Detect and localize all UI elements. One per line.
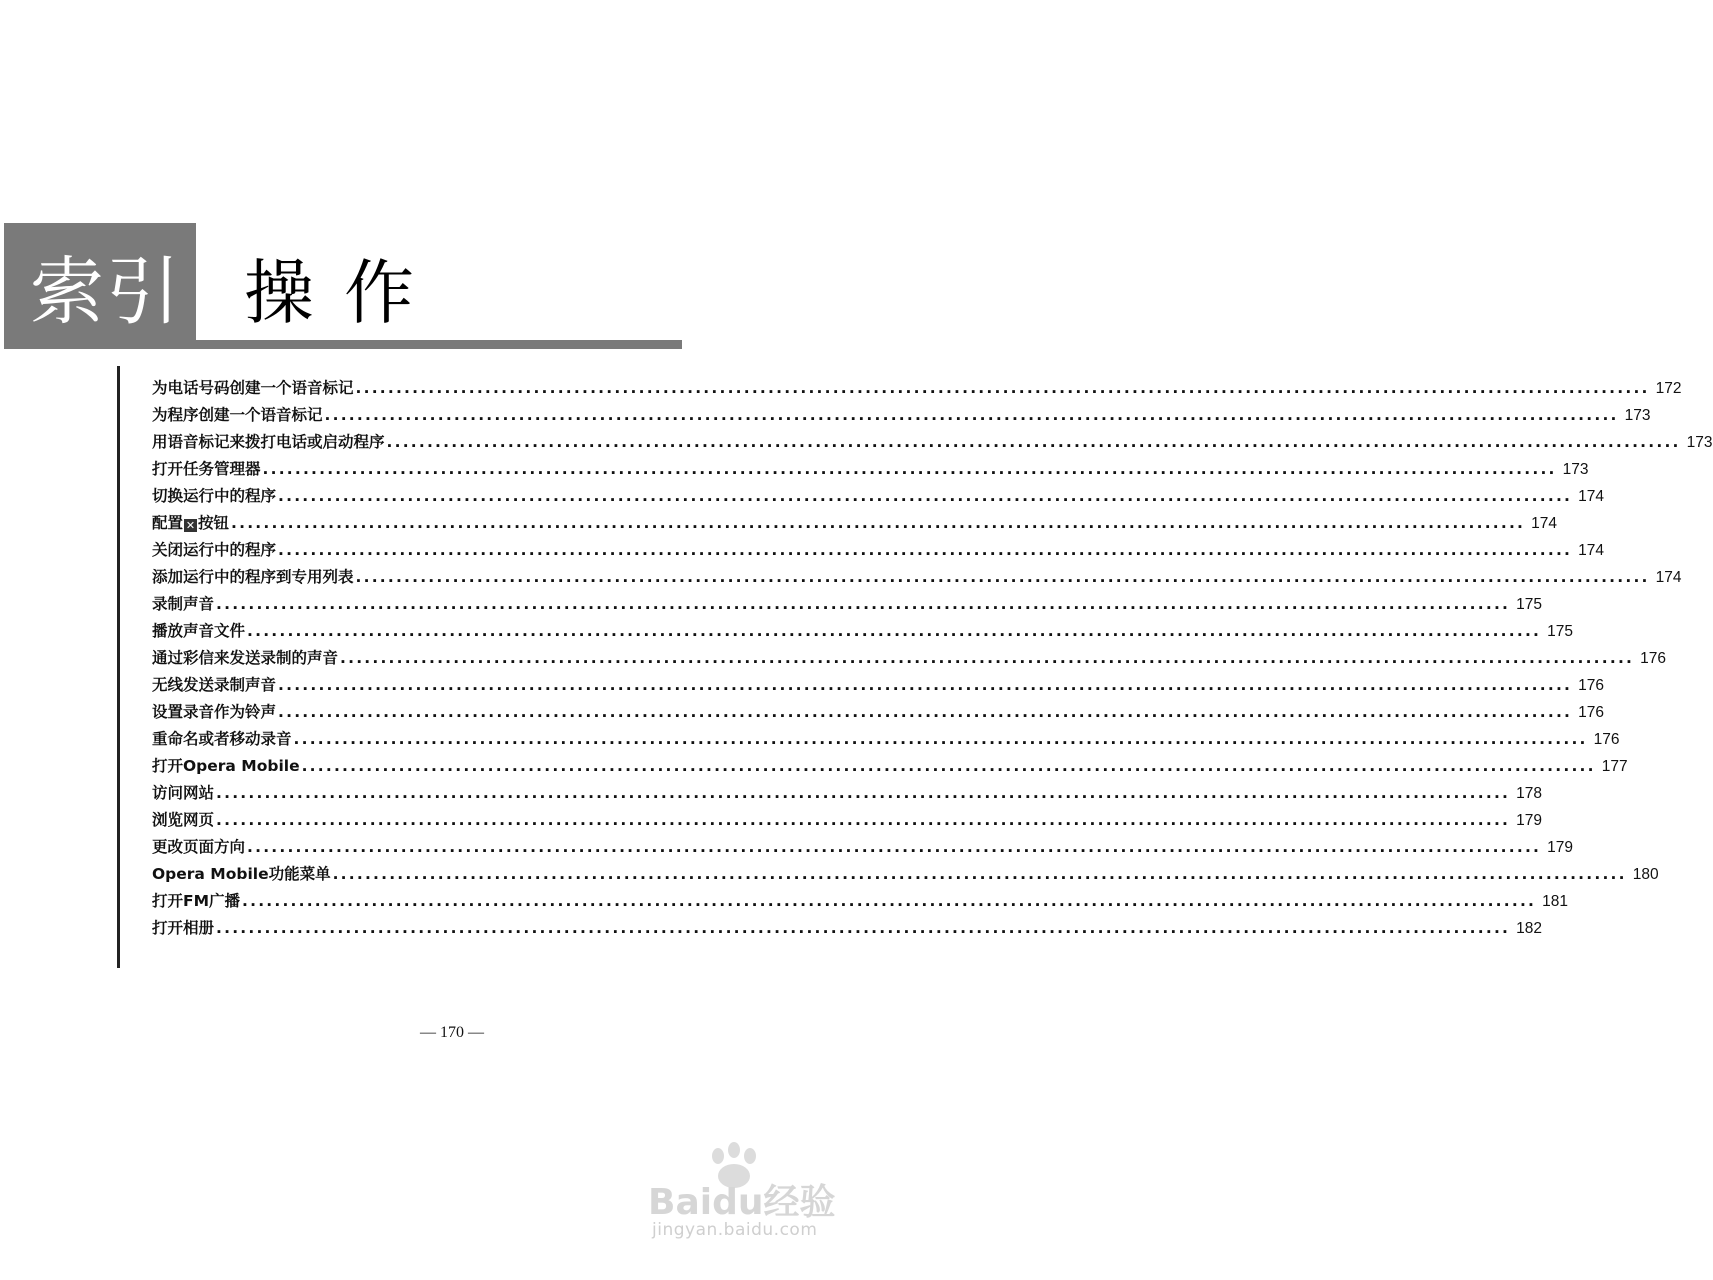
toc-leader-dots: ................................................................................................................................................................ (278, 541, 1573, 559)
toc-entry-page: 176 (1640, 650, 1666, 667)
toc-entry[interactable] (152, 916, 1542, 943)
toc-entry[interactable] (152, 700, 1604, 727)
toc-leader-dots: ................................................................................................................................................................ (355, 379, 1650, 397)
toc-entry[interactable] (152, 727, 1620, 754)
toc-entry-page: 175 (1516, 596, 1542, 613)
toc-leader-dots: ................................................................................................................................................................ (262, 460, 1557, 478)
toc-entry-title: 为电话号码创建一个语音标记 (152, 379, 354, 397)
toc-entry-page: 176 (1578, 677, 1604, 694)
toc-entry-page: 175 (1547, 623, 1573, 640)
toc-leader-dots: ................................................................................................................................................................ (301, 757, 1596, 775)
toc-entry[interactable] (152, 376, 1682, 403)
toc-entry[interactable] (152, 673, 1604, 700)
toc-leader-dots: ................................................................................................................................................................ (216, 784, 1511, 802)
toc-entry-page: 172 (1655, 380, 1682, 397)
toc-entry-title: 更改页面方向 (152, 838, 246, 856)
toc-entry-page: 182 (1516, 920, 1542, 937)
toc-entry[interactable] (152, 484, 1604, 511)
toc-entry-page: 174 (1578, 542, 1604, 559)
toc-entry-page: 176 (1578, 704, 1604, 721)
toc-entry[interactable] (152, 592, 1542, 619)
toc-entry[interactable] (152, 403, 1651, 430)
toc-entry[interactable] (152, 538, 1604, 565)
toc-entry-title: 打开FM广播 (152, 892, 241, 910)
toc-leader-dots: ................................................................................................................................................................ (247, 622, 1542, 640)
toc-entry-page: 173 (1562, 461, 1589, 478)
toc-entry-page: 179 (1547, 839, 1573, 856)
toc-entry[interactable] (152, 619, 1573, 646)
toc-entry[interactable] (152, 808, 1542, 835)
vertical-rule (117, 366, 120, 968)
toc-entry-page: 179 (1516, 812, 1542, 829)
toc-entry-page: 180 (1632, 866, 1659, 883)
toc-entry-title: 切换运行中的程序 (152, 487, 277, 505)
toc-entry-title: 重命名或者移动录音 (152, 730, 292, 748)
toc-leader-dots: ................................................................................................................................................................ (216, 595, 1511, 613)
toc-entry-page: 174 (1531, 515, 1558, 532)
toc-entry-title-after: 按钮 (198, 514, 230, 532)
toc-entry-title: 访问网站 (152, 784, 215, 802)
toc-entry-title: 为程序创建一个语音标记 (152, 406, 323, 424)
toc-entry[interactable] (152, 511, 1558, 538)
toc-entry[interactable] (152, 565, 1682, 592)
toc-entry-page: 181 (1542, 893, 1568, 910)
toc-entry-title-before: 配置 (152, 514, 184, 532)
toc-entry[interactable] (152, 457, 1589, 484)
toc-leader-dots: ................................................................................................................................................................ (247, 838, 1542, 856)
toc-entry-title: 打开相册 (152, 919, 215, 937)
toc-leader-dots: ................................................................................................................................................................ (386, 433, 1681, 451)
toc-leader-dots: ................................................................................................................................................................ (332, 865, 1627, 883)
toc-list (152, 376, 1713, 943)
toc-entry-title: 打开Opera Mobile (152, 757, 300, 775)
toc-entry[interactable] (152, 781, 1542, 808)
baidu-jingyan-watermark (636, 1142, 856, 1252)
toc-entry-page: 173 (1624, 407, 1651, 424)
toc-leader-dots: ................................................................................................................................................................ (355, 568, 1650, 586)
toc-entry-page: 177 (1601, 758, 1628, 775)
toc-leader-dots: ................................................................................................................................................................ (242, 892, 1537, 910)
toc-entry-page: 174 (1655, 569, 1682, 586)
toc-leader-dots: ................................................................................................................................................................ (216, 811, 1511, 829)
toc-entry-title: 通过彩信来发送录制的声音 (152, 649, 339, 667)
toc-entry-title: 播放声音文件 (152, 622, 246, 640)
toc-entry[interactable] (152, 646, 1666, 673)
toc-entry[interactable] (152, 835, 1573, 862)
toc-entry-title: 关闭运行中的程序 (152, 541, 277, 559)
toc-entry-page: 173 (1686, 434, 1713, 451)
toc-leader-dots: ................................................................................................................................................................ (278, 676, 1573, 694)
toc-leader-dots: ................................................................................................................................................................ (324, 406, 1619, 424)
toc-entry-title: 用语音标记来拨打电话或启动程序 (152, 433, 385, 451)
toc-leader-dots: ................................................................................................................................................................ (278, 703, 1573, 721)
toc-entry-title: 无线发送录制声音 (152, 676, 277, 694)
toc-entry-title: 设置录音作为铃声 (152, 703, 277, 721)
watermark-url: jingyan.baidu.com (652, 1220, 818, 1240)
toc-leader-dots: ................................................................................................................................................................ (340, 649, 1635, 667)
toc-entry-title: 录制声音 (152, 595, 215, 613)
toc-entry-page: 178 (1516, 785, 1542, 802)
header-underline (4, 340, 682, 349)
toc-entry-page: 174 (1578, 488, 1604, 505)
toc-leader-dots: ................................................................................................................................................................ (278, 487, 1573, 505)
toc-entry-title: 添加运行中的程序到专用列表 (152, 568, 354, 586)
toc-entry[interactable] (152, 862, 1659, 889)
index-tab-label: 索引 (30, 249, 182, 335)
toc-leader-dots: ................................................................................................................................................................ (216, 919, 1511, 937)
page-number: — 170 — (420, 1024, 484, 1041)
toc-entry[interactable] (152, 889, 1568, 916)
toc-leader-dots: ................................................................................................................................................................ (231, 514, 1526, 532)
toc-entry-title: 打开任务管理器 (152, 460, 261, 478)
close-x-icon: ✕ (185, 519, 196, 532)
toc-entry[interactable] (152, 754, 1628, 781)
toc-entry[interactable] (152, 430, 1713, 457)
watermark-logo-text: Baidu经验 (648, 1182, 836, 1223)
toc-entry-title: 浏览网页 (152, 811, 215, 829)
toc-entry-title (152, 511, 229, 533)
toc-entry-title: Opera Mobile功能菜单 (152, 865, 331, 883)
toc-leader-dots: ................................................................................................................................................................ (293, 730, 1588, 748)
section-title: 操作 (244, 252, 444, 334)
toc-entry-page: 176 (1593, 731, 1620, 748)
